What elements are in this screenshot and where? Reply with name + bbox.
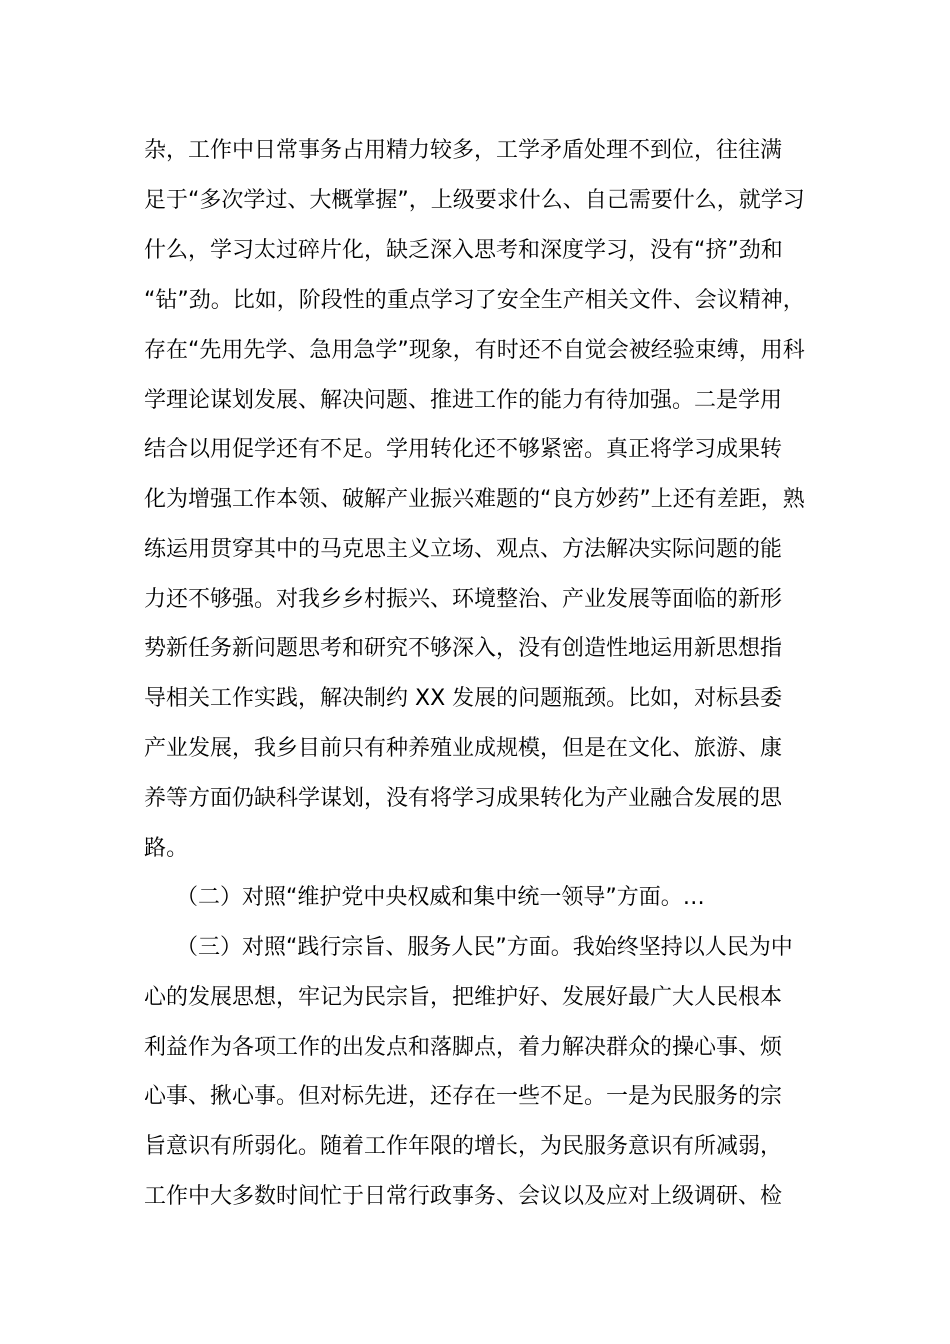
text-line: 路。 [144, 836, 189, 861]
section-heading: （三）对照“践行宗旨、服务人民”方面。我始终坚持以人民为中 [176, 935, 793, 960]
text-line: 化为增强工作本领、破解产业振兴难题的“良方妙药”上还有差距，熟 [144, 487, 805, 512]
text-line: 心的发展思想，牢记为民宗旨，把维护好、发展好最广大人民根本 [144, 985, 783, 1010]
text-line: 结合以用促学还有不足。学用转化还不够紧密。真正将学习成果转 [144, 437, 783, 462]
text-line: “钻”劲。比如，阶段性的重点学习了安全生产相关文件、会议精神， [144, 288, 805, 313]
text-line: 旨意识有所弱化。随着工作年限的增长，为民服务意识有所减弱， [144, 1134, 783, 1159]
section-heading: （二）对照“维护党中央权威和集中统一领导”方面。… [176, 885, 705, 910]
text-line: 利益作为各项工作的出发点和落脚点，着力解决群众的操心事、烦 [144, 1035, 783, 1060]
text-line: 产业发展，我乡目前只有种养殖业成规模，但是在文化、旅游、康 [144, 736, 783, 761]
text-line: 杂，工作中日常事务占用精力较多，工学矛盾处理不到位，往往满 [144, 138, 783, 163]
text-line: 练运用贯穿其中的马克思主义立场、观点、方法解决实际问题的能 [144, 537, 783, 562]
text-line: 什么，学习太过碎片化，缺乏深入思考和深度学习，没有“挤”劲和 [144, 238, 783, 263]
text-line: 存在“先用先学、急用急学”现象，有时还不自觉会被经验束缚，用科 [144, 338, 805, 363]
text-line: 心事、揪心事。但对标先进，还存在一些不足。一是为民服务的宗 [144, 1084, 783, 1109]
text-line: 足于“多次学过、大概掌握”，上级要求什么、自己需要什么，就学习 [144, 188, 805, 213]
text-line: 工作中大多数时间忙于日常行政事务、会议以及应对上级调研、检 [144, 1184, 783, 1209]
text-line: 养等方面仍缺科学谋划，没有将学习成果转化为产业融合发展的思 [144, 786, 783, 811]
text-line: 导相关工作实践，解决制约 XX 发展的问题瓶颈。比如，对标县委 [144, 686, 783, 711]
text-line: 势新任务新问题思考和研究不够深入，没有创造性地运用新思想指 [144, 636, 783, 661]
text-line: 学理论谋划发展、解决问题、推进工作的能力有待加强。二是学用 [144, 388, 783, 413]
text-line: 力还不够强。对我乡乡村振兴、环境整治、产业发展等面临的新形 [144, 587, 783, 612]
